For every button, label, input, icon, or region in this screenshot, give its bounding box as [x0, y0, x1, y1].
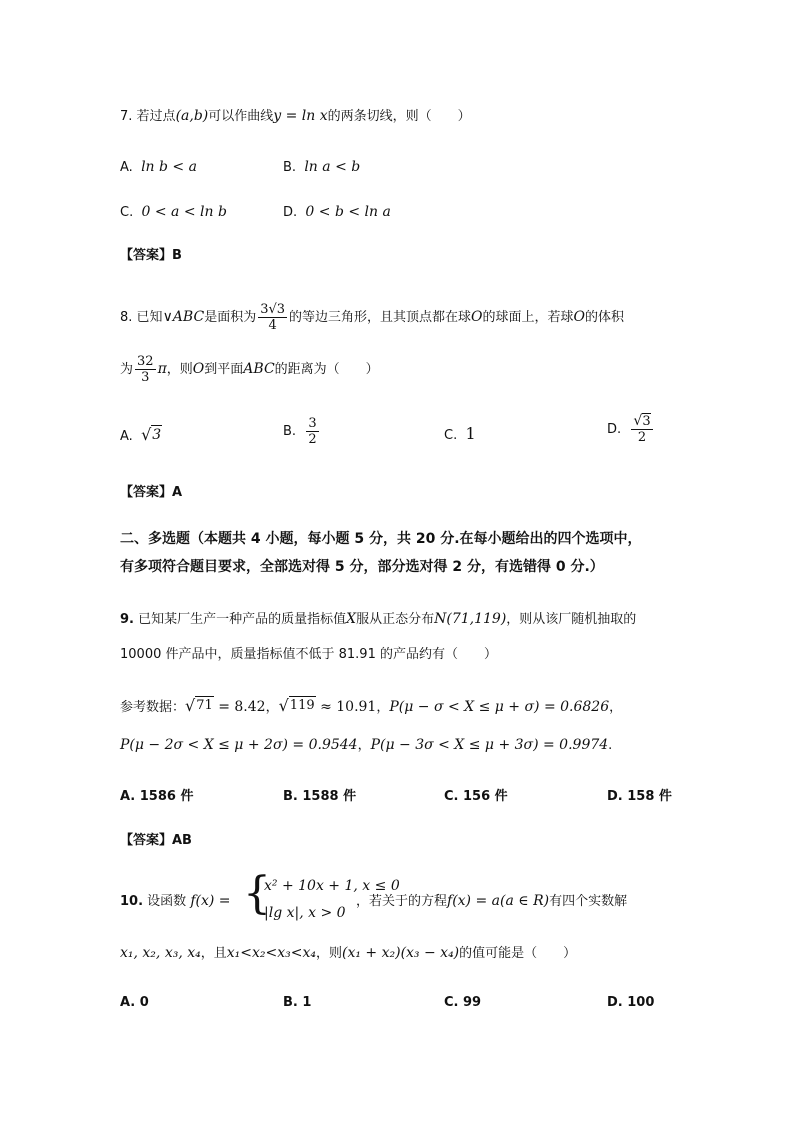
q9-stem-line2: 10000 件产品中，质量指标值不低于 81.91 的产品约有（ ）: [120, 647, 497, 662]
q9-probability-2: P(μ − 2σ < X ≤ μ + 2σ) = 0.9544: [120, 737, 358, 753]
q10-option-c: C. 99: [444, 995, 482, 1010]
q10-text-4: ，且: [200, 946, 227, 961]
sqrt-expression: [185, 696, 214, 715]
q9-reference-line1: [120, 696, 622, 717]
separator: ，: [609, 700, 623, 715]
option-text: 0 < b < ln a: [305, 204, 391, 220]
option-text: 1: [465, 424, 476, 443]
option-label: B.: [283, 424, 297, 439]
q8-text-6: 为: [120, 362, 134, 377]
q7-option-d: [283, 203, 391, 222]
option-label: C.: [444, 428, 458, 443]
q9-text-1: 已知某厂生产一种产品的质量指标值: [138, 612, 347, 627]
q7-curve: y = ln x: [273, 108, 328, 124]
q9-sqrt119-value: ≈ 10.91: [315, 699, 377, 715]
q9-answer: 【答案】AB: [120, 833, 192, 848]
q8-text-7: ，则: [166, 362, 193, 377]
question-number: 9.: [120, 612, 134, 627]
option-label: C.: [120, 205, 134, 220]
q7-point: (a,b): [175, 108, 209, 124]
q10-option-b: B. 1: [283, 995, 312, 1010]
sqrt-radicand: 119: [289, 698, 315, 713]
q10-stem-line1b: [356, 892, 627, 911]
q8-text-8: 到平面: [204, 362, 244, 377]
sqrt-icon: √: [185, 696, 196, 715]
q8-sphere-o: O: [573, 309, 586, 325]
fraction-denominator: 2: [308, 432, 317, 447]
q8-text-3: 的等边三角形，且其顶点都在球: [289, 310, 472, 325]
q9-reference-label: 参考数据：: [120, 700, 186, 715]
sqrt-icon: √: [633, 413, 643, 429]
sqrt-icon: √: [278, 696, 289, 715]
q7-option-c: [120, 203, 227, 222]
q9-probability-3: P(μ − 3σ < X ≤ μ + 3σ) = 0.9974: [370, 737, 609, 753]
separator: .: [608, 738, 613, 753]
q8-sphere-o: O: [471, 309, 483, 325]
q8-stem-line1: [120, 300, 624, 335]
q10-stem-line1: [120, 892, 231, 911]
q8-area-fraction: [258, 302, 287, 333]
option-text: ln a < b: [304, 159, 361, 175]
fraction-denominator: 2: [637, 430, 647, 445]
q8-stem-line2: [120, 352, 379, 387]
option-label: D.: [607, 422, 622, 437]
sqrt-radicand: 71: [196, 698, 213, 713]
section-header-line2: 有多项符合题目要求，全部选对得 5 分，部分选对得 2 分，有选错得 0 分.）: [120, 559, 604, 575]
sqrt-radicand: 3: [642, 414, 651, 429]
q10-text-3: 有四个实数解: [549, 894, 628, 909]
sqrt-icon: √: [141, 425, 152, 444]
q7-text-2: 可以作曲线: [208, 109, 274, 124]
q8-option-c: [444, 425, 476, 445]
q9-option-c: C. 156 件: [444, 789, 508, 804]
q10-expression: (x₁ + x₂)(x₃ − x₄): [342, 945, 460, 961]
q8-text-5: 的体积: [585, 310, 625, 325]
q9-stem-line1: [120, 610, 636, 629]
q10-function: f(x) =: [190, 893, 231, 909]
option-label: D.: [283, 205, 298, 220]
q8-volume-fraction: [135, 354, 156, 385]
q8-plane: ABC: [243, 361, 275, 377]
option-label: A.: [120, 160, 133, 175]
fraction-numerator: 3: [308, 416, 317, 431]
q8-text-4: 的球面上，若球: [482, 310, 574, 325]
q8-option-a: [120, 425, 162, 446]
q9-reference-line2: [120, 736, 612, 755]
q10-case-2: |lg x|, x > 0: [264, 905, 346, 921]
q9-distribution: N(71,119): [434, 611, 507, 627]
q9-option-b: B. 1588 件: [283, 789, 357, 804]
fraction-denominator: 4: [268, 318, 277, 333]
question-number: 8.: [120, 310, 133, 325]
sqrt-expression: [141, 425, 162, 444]
q10-text-2: ，若关于的方程: [356, 894, 448, 909]
sqrt-expression: [279, 696, 316, 715]
option-text: 3: [152, 427, 162, 443]
q9-text-2: 服从正态分布: [356, 612, 435, 627]
q10-order: x₁<x₂<x₃<x₄: [226, 945, 316, 961]
q9-option-d: D. 158 件: [607, 789, 672, 804]
q8-option-b: [283, 412, 321, 452]
q8-answer: 【答案】A: [120, 485, 183, 500]
q8-triangle: ∨ABC: [162, 309, 205, 325]
option-label: A.: [120, 429, 133, 444]
q9-sqrt71-value: = 8.42: [213, 699, 266, 715]
q10-case-1: x² + 10x + 1, x ≤ 0: [264, 878, 400, 894]
q10-option-d: D. 100: [607, 995, 655, 1010]
q10-text-6: 的值可能是（ ）: [459, 946, 577, 961]
q10-option-a: A. 0: [120, 995, 149, 1010]
q9-option-a: A. 1586 件: [120, 789, 194, 804]
q10-variables: x₁, x₂, x₃, x₄: [120, 945, 201, 961]
q8-pi: π: [157, 361, 167, 377]
q7-option-a: [120, 158, 197, 177]
question-number: 7.: [120, 109, 133, 124]
q9-variable-x: X: [346, 611, 357, 627]
option-text: 0 < a < ln b: [141, 204, 227, 220]
q9-probability-1: P(μ − σ < X ≤ μ + σ) = 0.6826: [389, 699, 610, 715]
q8-option-d: [607, 410, 655, 450]
fraction-numerator: 32: [137, 354, 154, 369]
q7-text-1: 若过点: [136, 109, 176, 124]
question-number: 10.: [120, 894, 144, 909]
option-fraction: [306, 416, 318, 447]
option-fraction: [631, 414, 652, 445]
fraction-denominator: 3: [141, 370, 150, 385]
fraction-numerator: [631, 414, 652, 430]
option-label: B.: [283, 160, 297, 175]
q9-text-3: ，则从该厂随机抽取的: [506, 612, 637, 627]
separator: ，: [357, 738, 371, 753]
separator: ，: [265, 700, 279, 715]
q8-sphere-o: O: [192, 361, 205, 377]
section-header-line1: 二、多选题（本题共 4 小题，每小题 5 分，共 20 分.在每小题给出的四个选项中，: [120, 531, 642, 547]
q10-text-5: ，则: [315, 946, 342, 961]
q8-text-2: 是面积为: [204, 310, 257, 325]
q10-equation: f(x) = a(a ∈ R): [447, 893, 550, 909]
q7-option-b: [283, 158, 360, 177]
q10-text-1: 设函数: [147, 894, 187, 909]
fraction-numerator: 3√3: [260, 302, 286, 317]
q8-text-9: 的距离为（ ）: [274, 362, 379, 377]
q7-text-3: 的两条切线，则（ ）: [327, 109, 471, 124]
q7-answer: 【答案】B: [120, 248, 182, 263]
option-text: ln b < a: [141, 159, 197, 175]
q10-piecewise-brace: {: [243, 868, 271, 919]
separator: ，: [376, 700, 390, 715]
q8-text-1: 已知: [136, 310, 163, 325]
q10-stem-line2: [120, 944, 576, 963]
q7-stem: [120, 107, 471, 126]
